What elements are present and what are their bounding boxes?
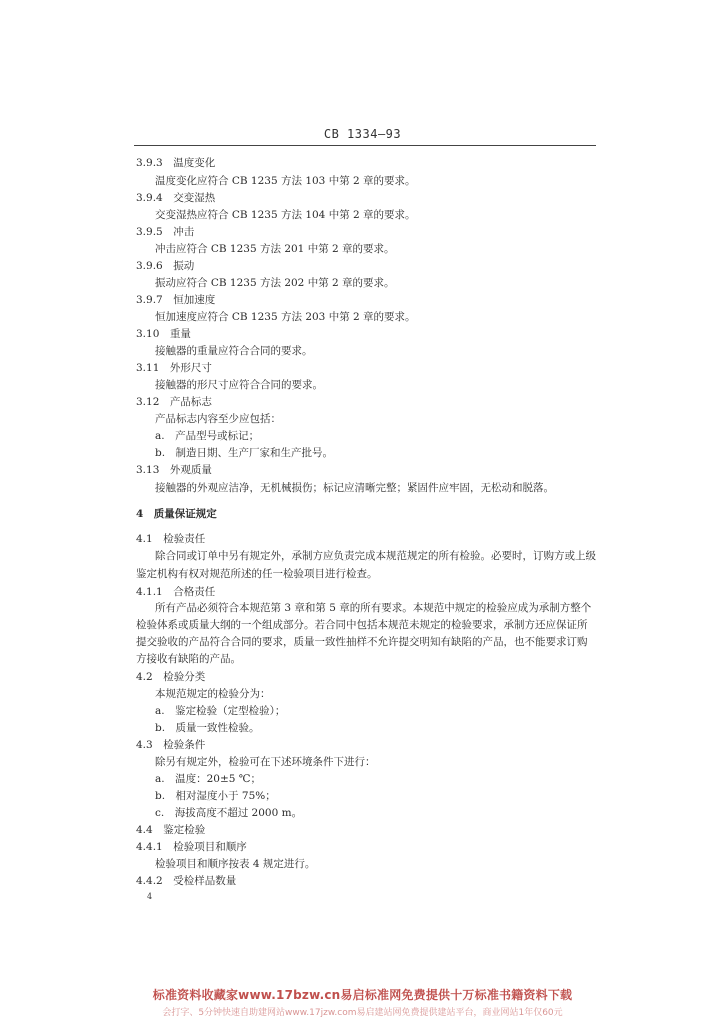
paragraph: 除合同或订单中另有规定外，承制方应负责完成本规范规定的所有检验。必要时，订购方或上级鉴定机构有权对规范所述的任一检验项目进行检查。 bbox=[136, 550, 596, 580]
list-item: c. 海拔高度不超过 2000 m。 bbox=[155, 807, 303, 819]
paragraph: 检验项目和顺序按表 4 规定进行。 bbox=[155, 858, 316, 870]
paragraph: 交变湿热应符合 CB 1235 方法 104 中第 2 章的要求。 bbox=[155, 209, 416, 221]
section-heading: 4.3 检验条件 bbox=[136, 739, 206, 751]
section-heading: 3.9.5 冲击 bbox=[136, 226, 195, 238]
paragraph: 温度变化应符合 CB 1235 方法 103 中第 2 章的要求。 bbox=[155, 175, 416, 187]
list-item: a. 温度：20±5 ℃； bbox=[155, 773, 262, 785]
section-heading: 4.1 检验责任 bbox=[136, 533, 206, 545]
section-heading: 4.4.2 受检样品数量 bbox=[136, 875, 237, 887]
section-heading: 4.1.1 合格责任 bbox=[136, 586, 216, 598]
page-header-code: CB 1334—93 bbox=[323, 127, 402, 141]
section-heading: 3.9.3 温度变化 bbox=[136, 157, 216, 169]
section-heading: 3.12 产品标志 bbox=[136, 396, 212, 408]
paragraph: 接触器的重量应符合合同的要求。 bbox=[155, 345, 313, 357]
list-item: b. 制造日期、生产厂家和生产批号。 bbox=[155, 447, 334, 459]
paragraph: 本规范规定的检验分为： bbox=[155, 688, 271, 700]
list-item: a. 鉴定检验（定型检验）； bbox=[155, 705, 286, 717]
paragraph: 冲击应符合 CB 1235 方法 201 中第 2 章的要求。 bbox=[155, 243, 395, 255]
paragraph: 所有产品必须符合本规范第 3 章和第 5 章的所有要求。本规范中规定的检验应成为承制方整个检验体系或质量大纲的一个组成部分。若合同中包括本规范未规定的检验要求，承制方还应保证所提交验收的产品符合合同的要求，质量一致性抽样不允许提交明知有缺陷的产品，也不能要求订购方接收有缺陷的产品。 bbox=[136, 602, 592, 665]
section-heading: 3.9.4 交变湿热 bbox=[136, 192, 216, 204]
list-item: b. 质量一致性检验。 bbox=[155, 722, 260, 734]
section-heading: 3.11 外形尺寸 bbox=[136, 362, 212, 374]
footer-watermark-line1: 标准资料收藏家www.17bzw.cn易启标准网免费提供十万标准书籍资料下载 bbox=[152, 988, 573, 1002]
section-heading: 4.2 检验分类 bbox=[136, 671, 206, 683]
paragraph: 接触器的形尺寸应符合合同的要求。 bbox=[155, 379, 323, 391]
paragraph: 除另有规定外，检验可在下述环境条件下进行： bbox=[155, 756, 376, 768]
list-item: b. 相对湿度小于 75%； bbox=[155, 790, 276, 802]
list-item: a. 产品型号或标记； bbox=[155, 430, 260, 442]
paragraph: 恒加速度应符合 CB 1235 方法 203 中第 2 章的要求。 bbox=[155, 311, 416, 323]
page-number: 4 bbox=[147, 892, 153, 901]
section-heading: 3.9.6 振动 bbox=[136, 260, 195, 272]
section-heading: 3.13 外观质量 bbox=[136, 464, 212, 476]
paragraph: 产品标志内容至少应包括： bbox=[155, 413, 281, 425]
section-heading: 3.9.7 恒加速度 bbox=[136, 294, 216, 306]
section-heading: 4.4.1 检验项目和顺序 bbox=[136, 841, 247, 853]
section-heading: 3.10 重量 bbox=[136, 328, 191, 340]
paragraph: 接触器的外观应洁净，无机械损伤；标记应清晰完整；紧固件应牢固，无松动和脱落。 bbox=[155, 482, 554, 494]
paragraph: 振动应符合 CB 1235 方法 202 中第 2 章的要求。 bbox=[155, 277, 395, 289]
section-heading: 4.4 鉴定检验 bbox=[136, 824, 206, 836]
chapter-heading: 4 质量保证规定 bbox=[136, 508, 217, 520]
header-divider bbox=[134, 145, 596, 146]
footer-watermark-line2: 会打字、5分钟快速自助建网站www.17jzw.com易启建站网免费提供建站平台，商业网站1年仅60元 bbox=[162, 1008, 563, 1018]
